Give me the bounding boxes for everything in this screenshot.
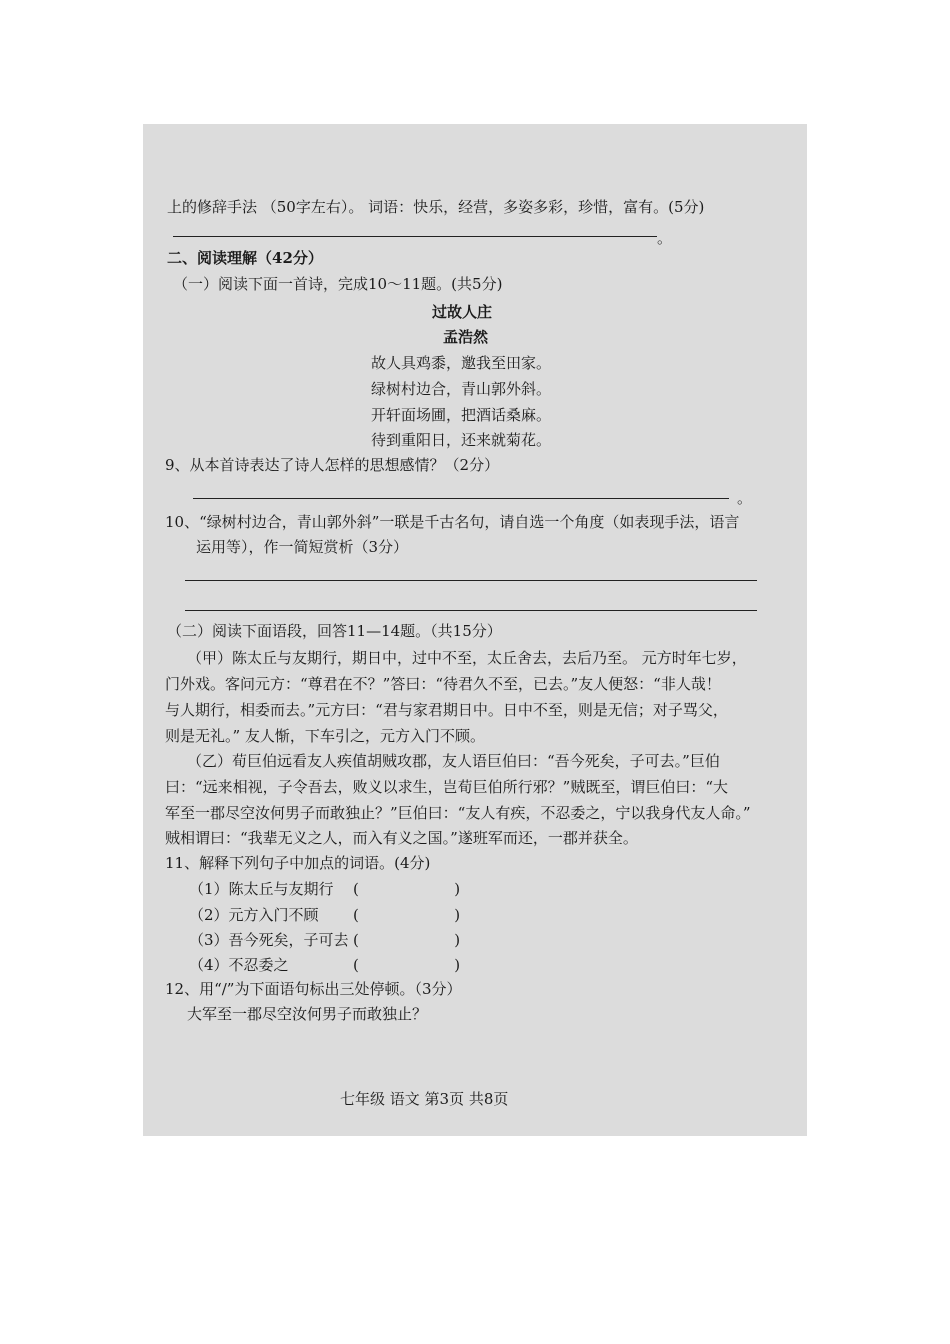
poem-title: 过故人庄: [432, 303, 493, 321]
poem-line: 开轩面场圃，把酒话桑麻。: [371, 406, 552, 424]
section-title: 二、阅读理解（42分）: [167, 249, 323, 267]
passage-a-line: 则是无礼。” 友人惭，下车引之，元方入门不顾。: [165, 727, 485, 745]
answer-line-q8: [173, 236, 657, 237]
answer-line-period: 。: [657, 229, 673, 247]
answer-line-q9: [193, 498, 729, 499]
question-11: 11、解释下列句子中加点的词语。(4分): [165, 854, 431, 872]
poem-author: 孟浩然: [443, 328, 489, 346]
q11-item: （2）元方入门不顾: [189, 906, 319, 924]
passage-b-line: 贼相谓曰：“我辈无义之人，而入有义之国。”遂班军而还，一郡并获全。: [165, 829, 638, 847]
q11-item: （3）吾今死矣，子可去: [189, 931, 349, 949]
q11-answer-blank: ( ): [353, 906, 461, 924]
part1-intro: （一）阅读下面一首诗，完成10～11题。(共5分): [173, 275, 503, 293]
part2-intro: （二）阅读下面语段，回答11—14题。（共15分）: [167, 622, 502, 640]
passage-b-line: 军至一郡尽空汝何男子而敢独止？”巨伯曰：“友人有疾，不忍委之，宁以我身代友人命。”: [165, 804, 751, 822]
answer-line-period: 。: [737, 489, 753, 507]
q11-answer-blank: ( ): [353, 956, 461, 974]
poem-line: 故人具鸡黍，邀我至田家。: [371, 354, 552, 372]
question-12: 12、用“/”为下面语句标出三处停顿。（3分）: [165, 980, 462, 998]
page-footer: 七年级 语文 第3页 共8页: [340, 1090, 509, 1108]
passage-a-line: 与人期行，相委而去。”元方曰：“君与家君期日中。日中不至，则是无信；对子骂父，: [165, 701, 728, 719]
exam-page: [143, 124, 807, 1136]
q11-item: （1）陈太丘与友期行: [189, 880, 334, 898]
poem-line: 绿树村边合，青山郭外斜。: [371, 380, 552, 398]
question-9: 9、从本首诗表达了诗人怎样的思想感情？（2分）: [165, 456, 500, 474]
question-8-tail: 上的修辞手法 （50字左右）。 词语：快乐，经营，多姿多彩，珍惜，富有。(5分): [167, 198, 705, 216]
q11-answer-blank: ( ): [353, 931, 461, 949]
passage-a-line: （甲）陈太丘与友期行，期日中，过中不至，太丘舍去，去后乃至。 元方时年七岁，: [187, 649, 747, 667]
q11-answer-blank: ( ): [353, 880, 461, 898]
question-12-sentence: 大军至一郡尽空汝何男子而敢独止？: [187, 1005, 428, 1023]
question-10-line1: 10、“绿树村边合，青山郭外斜”一联是千古名句，请自选一个角度（如表现手法，语言: [165, 513, 740, 531]
q11-item: （4）不忍委之: [189, 956, 289, 974]
question-10-line2: 运用等），作一简短赏析（3分）: [196, 538, 409, 556]
answer-line-q10: [185, 610, 757, 611]
passage-b-line: 曰：“远来相视，子令吾去，败义以求生，岂荀巨伯所行邪？”贼既至，谓巨伯曰：“大: [165, 778, 729, 796]
passage-b-line: （乙）荀巨伯远看友人疾值胡贼攻郡，友人语巨伯曰：“吾今死矣，子可去。”巨伯: [187, 752, 720, 770]
answer-line-q10: [185, 580, 757, 581]
passage-a-line: 门外戏。客问元方：“尊君在不？”答曰：“待君久不至，已去。”友人便怒：“非人哉！: [165, 675, 721, 693]
poem-line: 待到重阳日，还来就菊花。: [371, 431, 552, 449]
